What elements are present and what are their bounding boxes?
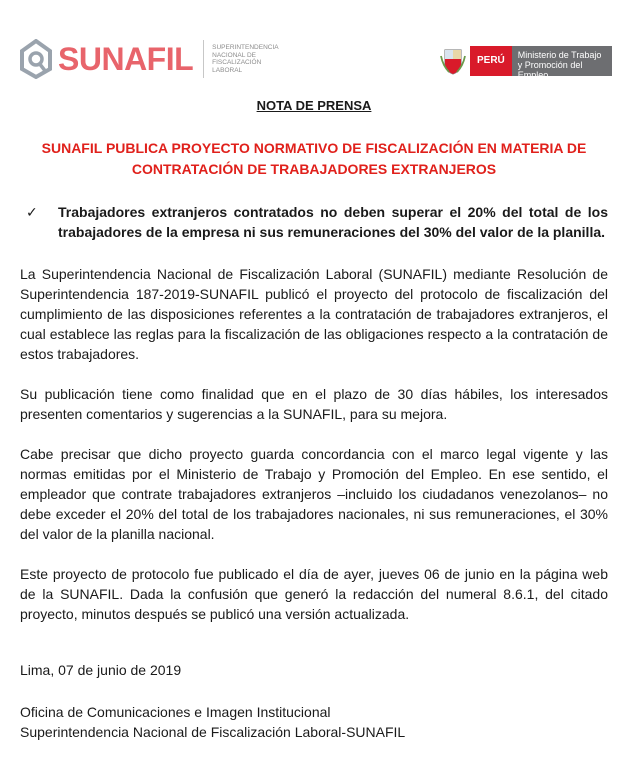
- brand-divider: [203, 40, 204, 78]
- paragraph-3: Cabe precisar que dicho proyecto guarda concordancia con el marco legal vigente y las normas emitidas por el Ministerio de Trabajo y Promoción del Empleo. En ese sentido, el empleador que contrate trabajadores extranjeros –incluido los ciudadanos venezolanos– no debe exceder el 20% del total de los trabajadores nacionales, ni sus remuneraciones, el 30% del valor de la planilla nacional.: [20, 446, 608, 542]
- signature-institution: Superintendencia Nacional de Fiscalización Laboral-SUNAFIL: [20, 724, 406, 740]
- key-point: [20, 202, 608, 242]
- headline: SUNAFIL PUBLICA PROYECTO NORMATIVO DE FISCALIZACIÓN EN MATERIA DE CONTRATACIÓN DE TRABAJADORES EXTRANJEROS: [41, 140, 587, 177]
- sunafil-emblem-icon: [20, 39, 52, 79]
- paragraph-1: La Superintendencia Nacional de Fiscalización Laboral (SUNAFIL) mediante Resolución de Superintendencia 187-2019-SUNAFIL publicó el proyecto del protocolo de fiscalización del cumplimiento de las disposiciones referentes a la contratación de trabajadores extranjeros, el cual establece las reglas para la fiscalización de las obligaciones respecto a la contratación de estos trabajadores.: [20, 266, 608, 362]
- date-line: Lima, 07 de junio de 2019: [20, 662, 182, 678]
- checkmark-icon: ✓: [26, 204, 38, 220]
- press-release-body: [20, 92, 608, 742]
- ministry-logo: [440, 46, 612, 80]
- paragraph-4: Este proyecto de protocolo fue publicado el día de ayer, jueves 06 de junio en la página web de la SUNAFIL. Dada la confusión que generó la redacción del numeral 8.6.1, del citado proyecto, minutos después se publicó una versión actualizada.: [20, 566, 608, 622]
- document-type-label: NOTA DE PRENSA: [256, 98, 372, 113]
- ministry-badge: Ministerio de Trabajo y Promoción del Empleo: [512, 46, 612, 76]
- brand-name: SUNAFIL: [58, 41, 194, 77]
- sunafil-logo: [20, 36, 282, 82]
- paragraph-2: Su publicación tiene como finalidad que en el plazo de 30 días hábiles, los interesados presenten comentarios y sugerencias a la SUNAFIL, para su mejora.: [20, 386, 608, 422]
- peru-coat-of-arms-icon: [440, 46, 466, 76]
- document-header: [0, 0, 631, 90]
- country-badge: PERÚ: [470, 46, 512, 76]
- brand-subtitle: SUPERINTENDENCIA NACIONAL DE FISCALIZACIÓN LABORAL: [212, 44, 279, 74]
- key-point-text: Trabajadores extranjeros contratados no deben superar el 20% del total de los trabajadores de la empresa ni sus remuneraciones del 30% del valor de la planilla.: [58, 204, 608, 240]
- signature-office: Oficina de Comunicaciones e Imagen Institucional: [20, 704, 331, 720]
